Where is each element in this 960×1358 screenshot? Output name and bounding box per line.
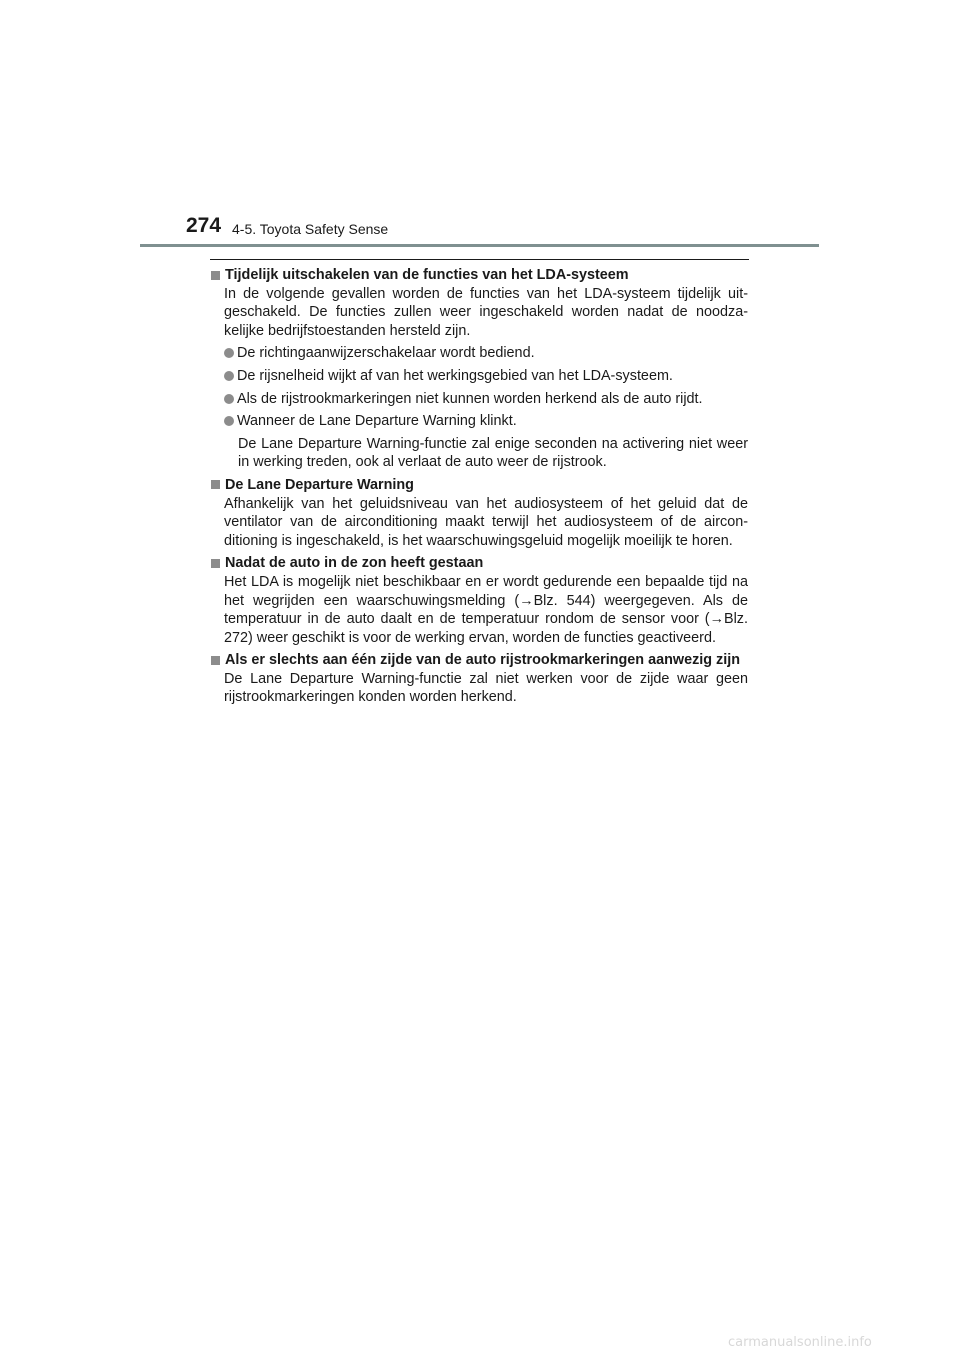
topic-heading	[210, 476, 748, 495]
list-item-text: De richtingaanwijzerschakelaar wordt bediend.	[237, 345, 535, 362]
arrow-right-icon: →	[519, 592, 534, 609]
list-item	[224, 367, 748, 386]
round-bullet-icon	[224, 348, 234, 358]
list-item	[224, 390, 748, 409]
list-item-text: De rijsnelheid wijkt af van het werkingsgebied van het LDA-systeem.	[237, 367, 673, 384]
list-item-text: Wanneer de Lane Departure Warning klinkt.	[237, 413, 517, 430]
list-item-text: Als de rijstrookmarkeringen niet kunnen worden herkend als de auto rijdt.	[237, 390, 703, 407]
round-bullet-icon	[224, 416, 234, 426]
page-header	[0, 0, 960, 250]
square-bullet-icon	[211, 480, 220, 489]
topic-temporary-disable	[210, 266, 748, 472]
footer-watermark: carmanualsonline.info	[728, 1335, 872, 1350]
paragraph-text: ) weer geschikt is voor de werking ervan, worden de functies geactiveerd.	[248, 629, 716, 646]
square-bullet-icon	[211, 656, 220, 665]
topic-paragraph	[224, 573, 748, 647]
paragraph-text: Het LDA is mogelijk niet beschikbaar en er wordt gedurende een bepaalde tijd na het wegrijden een waarschuwingsmelding (	[224, 573, 748, 609]
topic-one-side-markings	[210, 651, 748, 707]
topic-title: Nadat de auto in de zon heeft gestaan	[225, 555, 484, 572]
topic-title: De Lane Departure Warning	[225, 476, 414, 493]
list-item-note: De Lane Departure Warning-functie zal enige seconden na activering niet weer in werking treden, ook al verlaat de auto weer de rijstrook.	[238, 435, 748, 471]
topic-lane-departure-warning	[210, 476, 748, 550]
page-reference-link[interactable]: Blz. 272	[224, 611, 748, 646]
arrow-right-icon: →	[709, 611, 724, 628]
square-bullet-icon	[211, 559, 220, 568]
section-title: 4-5. Toyota Safety Sense	[232, 221, 389, 237]
content-body	[210, 266, 748, 711]
topic-paragraph: In de volgende gevallen worden de functies van het LDA-systeem tijdelijk uit-geschakeld. De functies zullen weer ingeschakeld worden nadat de noodza-kelijke bedrijfstoestanden hersteld zijn.	[224, 285, 748, 339]
topic-paragraph: De Lane Departure Warning-functie zal niet werken voor de zijde waar geen rijstrookmarkeringen konden worden herkend.	[224, 670, 748, 706]
square-bullet-icon	[211, 271, 220, 280]
topic-after-sun-parking	[210, 554, 748, 647]
list-item	[224, 344, 748, 363]
page-number: 274	[186, 214, 222, 237]
topic-title: Als er slechts aan één zijde van de auto rijstrookmarkeringen aanwezig zijn	[225, 652, 741, 669]
topic-heading	[210, 554, 748, 573]
page-reference-link[interactable]: Blz. 544	[533, 592, 591, 609]
round-bullet-icon	[224, 371, 234, 381]
paragraph-text: ) weergegeven. Als de temperatuur in de auto daalt en de temperatuur rondom de sensor voor (	[224, 592, 749, 628]
round-bullet-icon	[224, 394, 234, 404]
topic-heading	[210, 651, 748, 670]
list-item	[224, 412, 748, 431]
topic-title: Tijdelijk uitschakelen van de functies van het LDA-systeem	[225, 267, 629, 283]
topic-paragraph: Afhankelijk van het geluidsniveau van het audiosysteem of het geluid dat de ventilator van de airconditioning maakt terwijl het audiosysteem of de aircon-ditioning is ingeschakeld, is het waarschuwingsgeluid mogelijk moeilijk te horen.	[224, 495, 748, 549]
topic-heading	[210, 266, 748, 285]
header-rule	[140, 244, 819, 247]
content-rule	[210, 259, 749, 260]
